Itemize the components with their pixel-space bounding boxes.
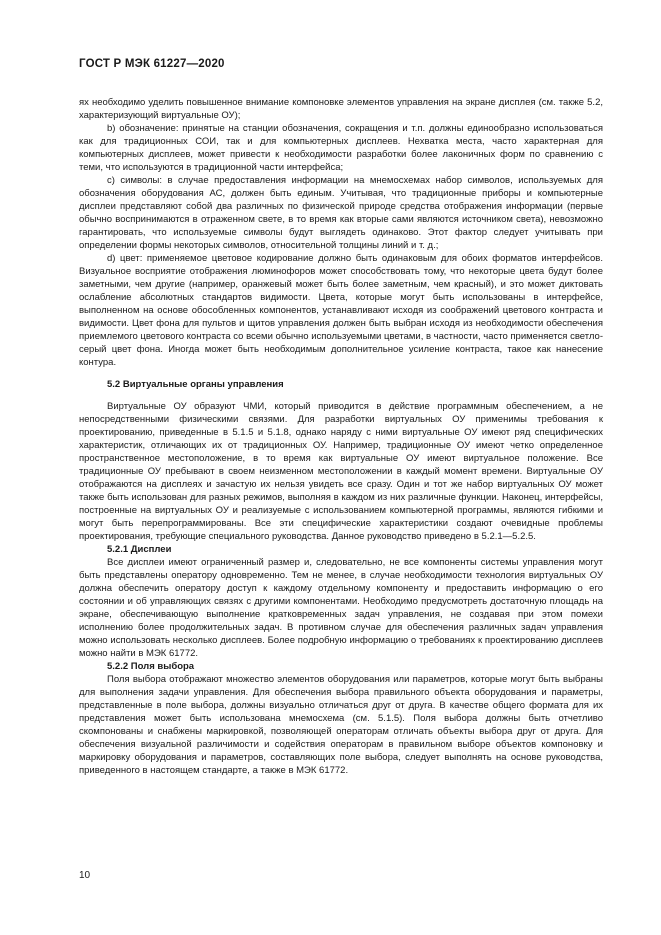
section-heading-5-2: 5.2 Виртуальные органы управления xyxy=(107,379,284,390)
section-heading-5-2-1: 5.2.1 Дисплеи xyxy=(107,544,172,555)
section-heading-5-2-2: 5.2.2 Поля выбора xyxy=(107,661,195,672)
paragraph-continuation: ях необходимо уделить повышенное внимание компоновке элементов управления на экране дисплея (см. также 5.2, характеризующий виртуальные ОУ); xyxy=(79,97,603,121)
paragraph-displays: Все дисплеи имеют ограниченный размер и, следовательно, не все компоненты системы управления могут быть представлены оператору одновременно. Тем не менее, в случае необходимости технология виртуальных ОУ должна обеспечить оператору доступ к каждому отдельному компоненту и предоставить информацию о его состоянии и об управляющих связях с другими компонентами. Необходимо предусмотреть достаточную площадь на экране, обеспечивающую выполнение кратковременных задач управления, не создавая при этом помехи исполнению более продолжительных задач. В противном случае для обеспечения различных задач управления можно использовать несколько дисплеев. Более подробную информацию о требованиях к проектированию дисплеев можно найти в МЭК 61772. xyxy=(79,557,603,659)
paragraph-virtual-controls: Виртуальные ОУ образуют ЧМИ, который приводится в действие программным обеспечением, а не непосредственными физическими связями. Для разработки виртуальных ОУ применимы требования к проектированию, приведенные в 5.1.5 и 5.1.8, однако наряду с ними виртуальные ОУ имеют ряд специфических характеристик, отличающих их от традиционных ОУ. Например, традиционные ОУ имеют четко определенное пространственное местоположение, в то время как виртуальные ОУ имеют виртуальное положение. Все традиционные ОУ пребывают в своем неизменном местоположении в каждый момент времени. Виртуальные ОУ отображаются на дисплеях и зачастую их нельзя увидеть все сразу. Один и тот же набор виртуальных ОУ может также быть использован для разных режимов, выполняя в каждом из них различные функции. Наконец, интерфейсы, построенные на виртуальных ОУ и реализуемые с использованием компьютерной программы, являются гибкими и могут быть перепрограммированы. Все эти специфические характеристики создают очевидные проблемы проектирования, требующие специального руководства. Данное руководство приведено в 5.2.1—5.2.5. xyxy=(79,401,603,542)
paragraph-item-d: d) цвет: применяемое цветовое кодирование должно быть одинаковым для обоих форматов интерфейсов. Визуальное восприятие отображения люминофоров может способствовать тому, что некоторые цвета будут более заметными, чем другие (например, оранжевый может быть более заметным, чем красный), и это может диктовать ослабление абсолютных стандартов видимости. Цвета, которые могут быть использованы в интерфейсе, выполненном на основе обособленных компонентов, устанавливают исходя из соображений цветового контраста и видимости. Цвет фона для пультов и щитов управления должен быть выбран исходя из необходимости обеспечения приемлемого цветового контраста со всеми обычно используемыми цветами, в частности, часто применяется светло-серый цвет фона. Иногда может быть необходимым дополнительное усиление контраста, такое как нанесение контура. xyxy=(79,253,603,368)
paragraph-item-b: b) обозначение: принятые на станции обозначения, сокращения и т.п. должны единообразно использоваться как для традиционных СОИ, так и для компьютерных дисплеев. Нехватка места, часто характерная для компьютерных дисплеев, может привести к необходимости разработки более лаконичных форм по сравнению с теми, что используются в традиционной части интерфейса; xyxy=(79,123,603,173)
document-header: ГОСТ Р МЭК 61227—2020 xyxy=(79,58,225,70)
document-body xyxy=(79,96,603,777)
paragraph-selection-fields: Поля выбора отображают множество элементов оборудования или параметров, которые могут быть выбраны для выполнения задачи управления. Для обеспечения выбора правильного объекта оборудования и параметры, представленные в поле выбора, должны визуально отличаться друг от друга. В качестве общего формата для их представления может быть использована мнемосхема (см. 5.1.5). Поля выбора должны быть отчетливо скомпонованы и снабжены маркировкой, позволяющей операторам отличать объекты выбора друг от друга. Для обеспечения визуальной различимости и содействия операторам в правильном выборе объектов компоновку и маркировку оборудования и параметров, составляющих поле выбора, следует выполнять на основе руководства, приведенного в настоящем стандарте, а также в МЭК 61772. xyxy=(79,674,603,776)
paragraph-item-c: c) символы: в случае предоставления информации на мнемосхемах набор символов, используемых для обозначения оборудования АС, должен быть единым. Учитывая, что традиционные приборы и компьютерные дисплеи представляют собой два различных по физической природе средства отображения информации (первые обычно воспринимаются в отраженном свете, в то время как вторые сами являются источником света), невозможно гарантировать, что используемые символы будут выглядеть одинаково. Этот фактор следует учитывать при определении формы некоторых символов, относительной толщины линий и т. д.; xyxy=(79,175,603,251)
page-number: 10 xyxy=(79,870,91,881)
